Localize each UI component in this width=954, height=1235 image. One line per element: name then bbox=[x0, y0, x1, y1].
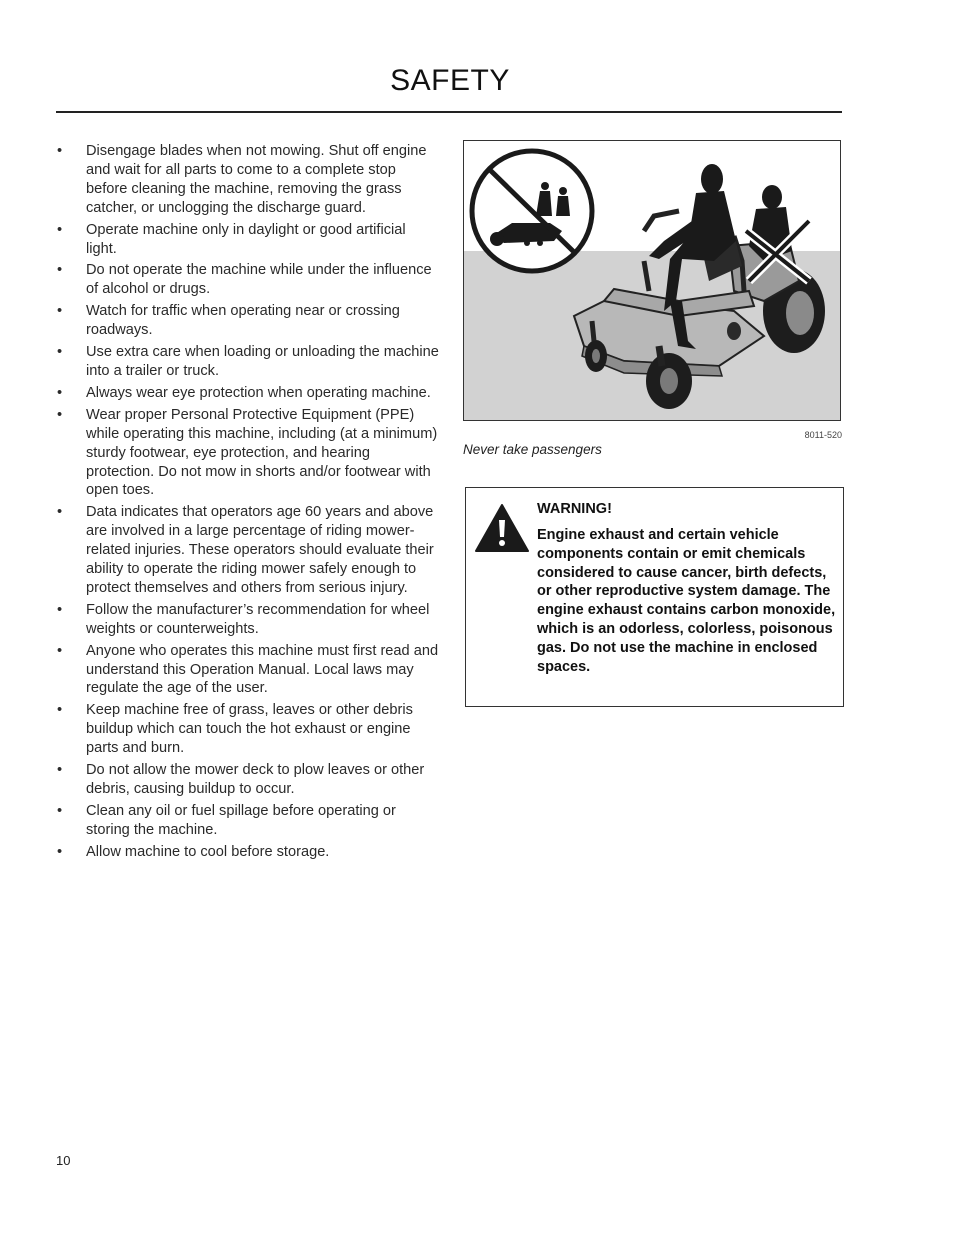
bullet-icon: • bbox=[57, 344, 63, 361]
bullet-icon: • bbox=[57, 262, 63, 279]
figure-never-take-passengers bbox=[463, 140, 841, 421]
warning-triangle-icon bbox=[474, 503, 530, 553]
list-item-text: Operate machine only in daylight or good artificial light. bbox=[86, 221, 406, 257]
list-item-text: Do not allow the mower deck to plow leaves or other debris, causing buildup to occur. bbox=[86, 762, 425, 797]
bullet-icon: • bbox=[57, 702, 63, 719]
list-item-text: Clean any oil or fuel spillage before operating or storing the machine. bbox=[86, 802, 396, 838]
list-item-text: Data indicates that operators age 60 years and above are involved in a large percentage of riding mower-related injuries. These operators should evaluate their ability to operate the riding mower safely enough to protect themselves and others from serious injury. bbox=[86, 504, 434, 596]
bullet-icon: • bbox=[57, 642, 63, 659]
list-item-text: Always wear eye protection when operating machine. bbox=[86, 384, 431, 401]
warning-title: WARNING! bbox=[537, 501, 612, 517]
title-divider bbox=[56, 111, 842, 113]
riding-mower-illustration bbox=[464, 141, 840, 420]
list-item-text: Use extra care when loading or unloading the machine into a trailer or truck. bbox=[86, 344, 439, 379]
list-item bbox=[56, 221, 440, 259]
bullet-icon: • bbox=[57, 843, 63, 860]
bullet-icon: • bbox=[57, 601, 63, 618]
figure-code: 8011-520 bbox=[804, 430, 842, 440]
list-item bbox=[56, 261, 440, 299]
page-number: 10 bbox=[56, 1153, 71, 1168]
bullet-icon: • bbox=[57, 504, 63, 521]
list-item bbox=[56, 503, 440, 598]
page-title: SAFETY bbox=[390, 64, 510, 97]
warning-text: Engine exhaust and certain vehicle components contain or emit chemicals considered to cause cancer, birth defects, or other reproductive system damage. The engine exhaust contains carbon monoxide, which is an odorless, colorless, poisonous gas. Do not use the machine in enclosed spaces. bbox=[537, 527, 836, 675]
list-item-text: Anyone who operates this machine must first read and understand this Operation Manual. Local laws may regulate the age of the user. bbox=[86, 642, 439, 697]
bullet-icon: • bbox=[57, 143, 63, 159]
list-item bbox=[56, 601, 440, 639]
list-item-text: Disengage blades when not mowing. Shut off engine and wait for all parts to come to a complete stop before cleaning the machine, removing the grass catcher, or unclogging the discharge guard. bbox=[86, 143, 427, 216]
list-item-text: Follow the manufacturer’s recommendation for wheel weights or counterweights. bbox=[86, 601, 430, 637]
bullet-icon: • bbox=[57, 221, 63, 238]
list-item-text: Wear proper Personal Protective Equipment (PPE) while operating this machine, including (at a minimum) sturdy footwear, eye protection, and hearing protection. Do not mow in shorts and/or footwear with open toes. bbox=[86, 406, 438, 499]
list-item bbox=[56, 142, 440, 218]
list-item-text: Keep machine free of grass, leaves or other debris buildup which can touch the hot exhaust or engine parts and burn. bbox=[86, 702, 413, 757]
list-item bbox=[56, 761, 440, 799]
list-item bbox=[56, 384, 440, 403]
bullet-icon: • bbox=[57, 802, 63, 819]
list-item bbox=[56, 302, 440, 340]
warning-box bbox=[465, 487, 844, 707]
list-item bbox=[56, 406, 440, 501]
list-item bbox=[56, 343, 440, 381]
figure-caption: Never take passengers bbox=[463, 442, 602, 457]
bullet-icon: • bbox=[57, 762, 63, 779]
list-item bbox=[56, 802, 440, 840]
list-item-text: Do not operate the machine while under the influence of alcohol or drugs. bbox=[86, 262, 432, 298]
bullet-icon: • bbox=[57, 406, 63, 423]
list-item bbox=[56, 642, 440, 699]
list-item bbox=[56, 701, 440, 758]
bullet-icon: • bbox=[57, 303, 63, 320]
list-item bbox=[56, 843, 440, 862]
safety-bullet-list bbox=[56, 142, 440, 865]
bullet-icon: • bbox=[57, 384, 63, 401]
list-item-text: Allow machine to cool before storage. bbox=[86, 843, 330, 860]
list-item-text: Watch for traffic when operating near or crossing roadways. bbox=[86, 303, 400, 339]
